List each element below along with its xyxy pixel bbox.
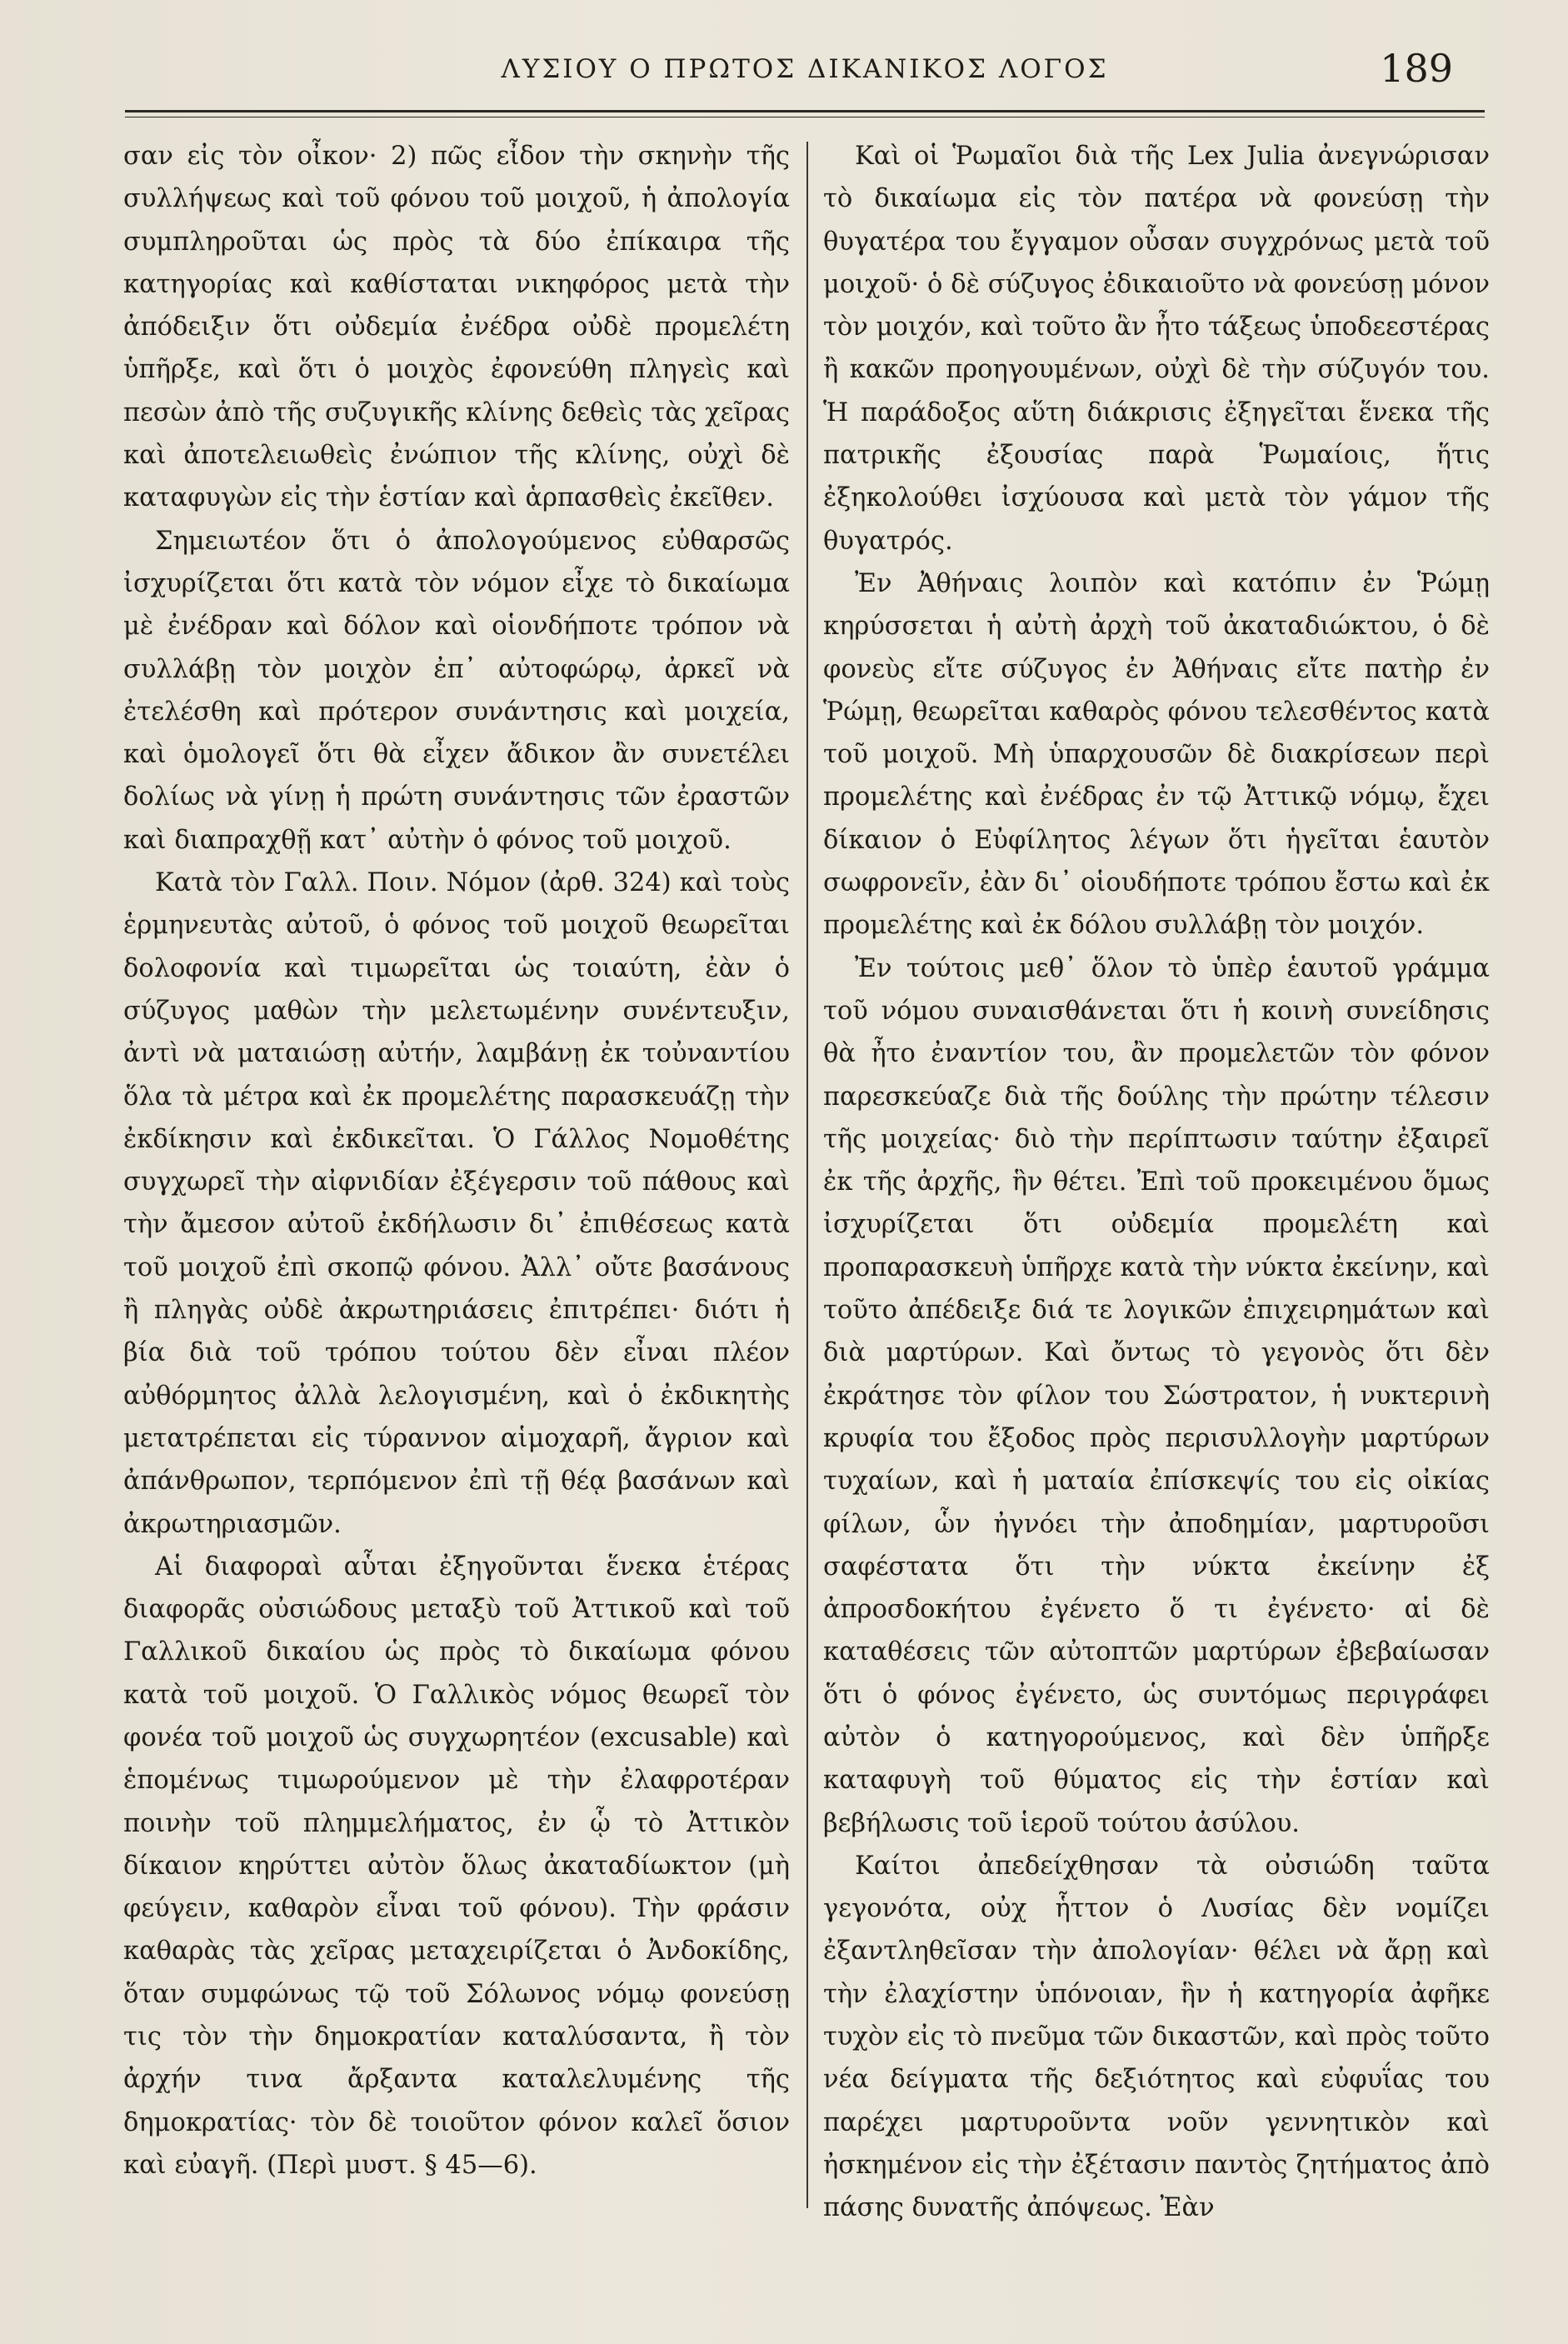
header-rule (125, 110, 1485, 112)
left-paragraph-2: Σημειωτέον ὅτι ὁ ἀπολογούμενος εὐθαρσῶς ἰσχυρίζεται ὅτι κατὰ τὸν νόμον εἶχε τὸ δικαίωμα μὲ ἐνέδραν καὶ δόλον καὶ οἱονδήποτε τρόπον νὰ συλλάβῃ τὸν μοιχὸν ἐπ᾽ αὐτοφώρῳ, ἀρκεῖ νὰ ἐτελέσθη καὶ πρότερον συνάντησις καὶ μοιχεία, καὶ ὁμολογεῖ ὅτι θὰ εἶχεν ἄδικον ἂν συνετέλει δολίως νὰ γίνῃ ἡ πρώτη συνάντησις τῶν ἐραστῶν καὶ διαπραχθῇ κατ᾽ αὐτὴν ὁ φόνος τοῦ μοιχοῦ. (123, 526, 790, 855)
left-paragraph-3: Κατὰ τὸν Γαλλ. Ποιν. Νόμον (ἀρθ. 324) καὶ τοὺς ἑρμηνευτὰς αὐτοῦ, ὁ φόνος τοῦ μοιχοῦ θεωρεῖται δολοφονία καὶ τιμωρεῖται ὡς τοιαύτη, ἐὰν ὁ σύζυγος μαθὼν τὴν μελετωμένην συνέντευξιν, ἀντὶ νὰ ματαιώσῃ αὐτήν, λαμβάνῃ ἐκ τοὐναντίου ὅλα τὰ μέτρα καὶ ἐκ προμελέτης παρασκευάζῃ τὴν ἐκδίκησιν καὶ ἐκδικεῖται. Ὁ Γάλλος Νομοθέτης συγχωρεῖ τὴν αἰφνιδίαν ἐξέγερσιν τοῦ πάθους καὶ τὴν ἄμεσον αὐτοῦ ἐκδήλωσιν δι᾽ ἐπιθέσεως κατὰ τοῦ μοιχοῦ ἐπὶ σκοπῷ φόνου. Ἀλλ᾽ οὔτε βασάνους ἢ πληγὰς οὐδὲ ἀκρωτηριάσεις ἐπιτρέπει· διότι ἡ βία διὰ τοῦ τρόπου τούτου δὲν εἶναι πλέον αὐθόρμητος ἀλλὰ λελογισμένη, καὶ ὁ ἐκδικητὴς μετατρέπεται εἰς τύραννον αἱμοχαρῆ, ἄγριον καὶ ἀπάνθρωπον, τερπόμενον ἐπὶ τῇ θέᾳ βασάνων καὶ ἀκρωτηριασμῶν. (123, 868, 790, 1539)
right-paragraph-3: Ἐν τούτοις μεθ᾽ ὅλον τὸ ὑπὲρ ἑαυτοῦ γράμμα τοῦ νόμου συναισθάνεται ὅτι ἡ κοινὴ συνείδησις θὰ ἦτο ἐναντίον του, ἂν προμελετῶν τὸν φόνον παρεσκεύαζε διὰ τῆς δούλης τὴν πρώτην τέλεσιν τῆς μοιχείας· διὸ τὴν περίπτωσιν ταύτην ἐξαιρεῖ ἐκ τῆς ἀρχῆς, ἣν θέτει. Ἐπὶ τοῦ προκειμένου ὅμως ἰσχυρίζεται ὅτι οὐδεμία προμελέτη καὶ προπαρασκευὴ ὑπῆρχε κατὰ τὴν νύκτα ἐκείνην, καὶ τοῦτο ἀπέδειξε διά τε λογικῶν ἐπιχειρημάτων καὶ διὰ μαρτύρων. Καὶ ὄντως τὸ γεγονὸς ὅτι δὲν ἐκράτησε τὸν φίλον του Σώστρατον, ἡ νυκτερινὴ κρυφία του ἔξοδος πρὸς περισυλλογὴν μαρτύρων τυχαίων, καὶ ἡ ματαία ἐπίσκεψίς του εἰς οἰκίας φίλων, ὧν ἠγνόει τὴν ἀποδημίαν, μαρτυροῦσι σαφέστατα ὅτι τὴν νύκτα ἐκείνην ἐξ ἀπροσδοκήτου ἐγένετο ὅ τι ἐγένετο· αἱ δὲ καταθέσεις τῶν αὐτοπτῶν μαρτύρων ἐβεβαίωσαν ὅτι ὁ φόνος ἐγένετο, ὡς συντόμως περιγράφει αὐτὸν ὁ κατηγορούμενος, καὶ δὲν ὑπῆρξε καταφυγὴ τοῦ θύματος εἰς τὴν ἑστίαν καὶ βεβήλωσις τοῦ ἱεροῦ τούτου ἀσύλου. (823, 953, 1490, 1838)
left-paragraph-4: Αἱ διαφοραὶ αὗται ἐξηγοῦνται ἕνεκα ἑτέρας διαφορᾶς οὐσιώδους μεταξὺ τοῦ Ἀττικοῦ καὶ τοῦ Γαλλικοῦ δικαίου ὡς πρὸς τὸ δικαίωμα φόνου κατὰ τοῦ μοιχοῦ. Ὁ Γαλλικὸς νόμος θεωρεῖ τὸν φονέα τοῦ μοιχοῦ ὡς συγχωρητέον (excusable) καὶ ἑπομένως τιμωρούμενον μὲ τὴν ἐλαφροτέραν ποινὴν τοῦ πλημμελήματος, ἐν ᾧ τὸ Ἀττικὸν δίκαιον κηρύττει αὐτὸν ὅλως ἀκαταδίωκτον (μὴ φεύγειν, καθαρὸν εἶναι τοῦ φόνου). Τὴν φράσιν καθαρὰς τὰς χεῖρας μεταχειρίζεται ὁ Ἀνδοκίδης, ὅταν συμφώνως τῷ τοῦ Σόλωνος νόμῳ φονεύσῃ τις τὸν τὴν δημοκρατίαν καταλύσαντα, ἢ τὸν ἀρχήν τινα ἄρξαντα καταλελυμένης τῆς δημοκρατίας· τὸν δὲ τοιοῦτον φόνον καλεῖ ὅσιον καὶ εὐαγῆ. (Περὶ μυστ. § 45—6). (123, 1552, 790, 2180)
left-column (123, 135, 790, 2311)
right-column (823, 135, 1490, 2311)
page-number: 189 (1380, 46, 1453, 91)
right-paragraph-1: Καὶ οἱ Ῥωμαῖοι διὰ τῆς Lex Julia ἀνεγνώρισαν τὸ δικαίωμα εἰς τὸν πατέρα νὰ φονεύσῃ τὴν θυγατέρα του ἔγγαμον οὖσαν συγχρόνως μετὰ τοῦ μοιχοῦ· ὁ δὲ σύζυγος ἐδικαιοῦτο νὰ φονεύσῃ μόνον τὸν μοιχόν, καὶ τοῦτο ἂν ἦτο τάξεως ὑποδεεστέρας ἢ κακῶν προηγουμένων, οὐχὶ δὲ τὴν σύζυγόν του. Ἡ παράδοξος αὕτη διάκρισις ἐξηγεῖται ἕνεκα τῆς πατρικῆς ἐξουσίας παρὰ Ῥωμαίοις, ἥτις ἐξηκολούθει ἰσχύουσα καὶ μετὰ τὸν γάμον τῆς θυγατρός. (823, 142, 1490, 556)
page-header (125, 46, 1485, 96)
running-title: ΛΥΣΙΟΥ Ο ΠΡΩΤΟΣ ΔΙΚΑΝΙΚΟΣ ΛΟΓΟΣ (501, 54, 1109, 84)
left-paragraph-1: σαν εἰς τὸν οἶκον· 2) πῶς εἶδον τὴν σκηνὴν τῆς συλλήψεως καὶ τοῦ φόνου τοῦ μοιχοῦ, ἡ ἀπολογία συμπληροῦται ὡς πρὸς τὰ δύο ἐπίκαιρα τῆς κατηγορίας καὶ καθίσταται νικηφόρος μετὰ τὴν ἀπόδειξιν ὅτι οὐδεμία ἐνέδρα οὐδὲ προμελέτη ὑπῆρξε, καὶ ὅτι ὁ μοιχὸς ἐφονεύθη πληγεὶς καὶ πεσὼν ἀπὸ τῆς συζυγικῆς κλίνης δεθεὶς τὰς χεῖρας καὶ ἀποτελειωθεὶς ἐνώπιον τῆς κλίνης, οὐχὶ δὲ καταφυγὼν εἰς τὴν ἑστίαν καὶ ἁρπασθεὶς ἐκεῖθεν. (123, 142, 790, 513)
right-paragraph-4: Καίτοι ἀπεδείχθησαν τὰ οὐσιώδη ταῦτα γεγονότα, οὐχ ἧττον ὁ Λυσίας δὲν νομίζει ἐξαντληθεῖσαν τὴν ἀπολογίαν· θέλει νὰ ἄρῃ καὶ τὴν ἐλαχίστην ὑπόνοιαν, ἣν ἡ κατηγορία ἀφῆκε τυχὸν εἰς τὸ πνεῦμα τῶν δικαστῶν, καὶ πρὸς τοῦτο νέα δείγματα τῆς δεξιότητος καὶ εὐφυΐας του παρέχει μαρτυροῦντα νοῦν γεννητικὸν καὶ ἠσκημένον εἰς τὴν ἐξέτασιν παντὸς ζητήματος ἀπὸ πάσης δυνατῆς ἀπόψεως. Ἐὰν (823, 1851, 1490, 2223)
right-paragraph-2: Ἐν Ἀθήναις λοιπὸν καὶ κατόπιν ἐν Ῥώμῃ κηρύσσεται ἡ αὐτὴ ἀρχὴ τοῦ ἀκαταδιώκτου, ὁ δὲ φονεὺς εἴτε σύζυγος ἐν Ἀθήναις εἴτε πατὴρ ἐν Ῥώμῃ, θεωρεῖται καθαρὸς φόνου τελεσθέντος κατὰ τοῦ μοιχοῦ. Μὴ ὑπαρχουσῶν δὲ διακρίσεων περὶ προμελέτης καὶ ἐνέδρας ἐν τῷ Ἀττικῷ νόμῳ, ἔχει δίκαιον ὁ Εὐφίλητος λέγων ὅτι ἡγεῖται ἑαυτὸν σωφρονεῖν, ἐὰν δι᾽ οἱουδήποτε τρόπου ἔστω καὶ ἐκ προμελέτης καὶ ἐκ δόλου συλλάβῃ τὸν μοιχόν. (823, 568, 1490, 941)
column-divider (806, 142, 808, 2208)
